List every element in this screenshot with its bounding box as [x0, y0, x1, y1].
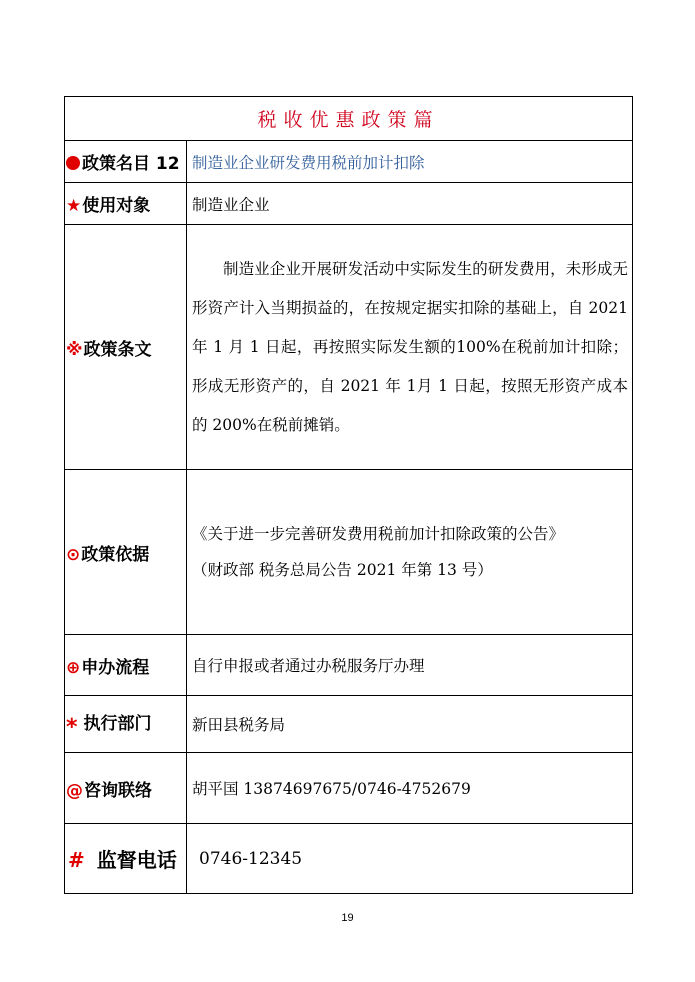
row-clause: [65, 225, 633, 470]
at-sign-icon: @: [66, 780, 83, 801]
label-cell-target: [65, 183, 187, 225]
basis-issuer: （财政部 税务总局公告 2021 年第 13 号）: [192, 561, 493, 579]
row-contact: [65, 753, 633, 824]
label-cell-process: [65, 635, 187, 696]
target-value: 制造业企业: [187, 183, 633, 225]
label-cell-hotline: [65, 824, 187, 894]
title-row: [65, 97, 633, 141]
basis-label: 政策依据: [81, 544, 150, 565]
page-number: 19: [341, 912, 354, 924]
department-value: 新田县税务局: [187, 696, 633, 753]
clause-cell: [187, 225, 633, 470]
policy-name-value: 制造业企业研发费用税前加计扣除: [187, 141, 633, 183]
row-target: [65, 183, 633, 225]
clause-text: 制造业企业开展研发活动中实际发生的研发费用，未形成无形资产计入当期损益的，在按规定据实扣除的基础上，自 2021 年 1 月 1 日起，再按照实际发生额的100%在税前加计扣除；形成无形资产的，自 2021 年 1月 1 日起，按照无形资产成本的 200%在税前摊销。: [192, 259, 629, 434]
hotline-label: 监督电话: [96, 848, 177, 872]
red-star-icon: ★: [66, 196, 82, 216]
row-basis: [65, 470, 633, 635]
department-label: 执行部门: [83, 713, 152, 734]
row-department: [65, 696, 633, 753]
circled-dot-icon: ⊙: [66, 544, 81, 565]
policy-name-label: 政策名目 12: [82, 154, 180, 174]
basis-document: 《关于进一步完善研发费用税前加计扣除政策的公告》: [192, 525, 565, 543]
hash-icon: #: [68, 848, 85, 872]
label-cell-basis: [65, 470, 187, 635]
label-cell-clause: [65, 225, 187, 470]
circled-plus-icon: ⊕: [66, 657, 81, 678]
process-label: 申办流程: [81, 657, 150, 678]
label-cell-department: [65, 696, 187, 753]
label-cell-policy-name: [65, 141, 187, 183]
contact-label: 咨询联络: [84, 780, 152, 801]
row-process: [65, 635, 633, 696]
target-label: 使用对象: [82, 196, 151, 216]
reference-mark-icon: ※: [66, 339, 83, 360]
label-cell-contact: [65, 753, 187, 824]
basis-cell: [187, 470, 633, 635]
section-title: 税收优惠政策篇: [65, 97, 633, 141]
clause-label: 政策条文: [83, 339, 152, 360]
process-value: 自行申报或者通过办税服务厅办理: [187, 635, 633, 696]
contact-value: 胡平国 13874697675/0746-4752679: [187, 753, 633, 824]
asterisk-icon: *: [66, 714, 78, 740]
policy-table: [64, 96, 633, 894]
red-circle-icon: [66, 156, 80, 170]
row-hotline: [65, 824, 633, 894]
hotline-value: 0746-12345: [187, 824, 633, 894]
row-policy-name: [65, 141, 633, 183]
